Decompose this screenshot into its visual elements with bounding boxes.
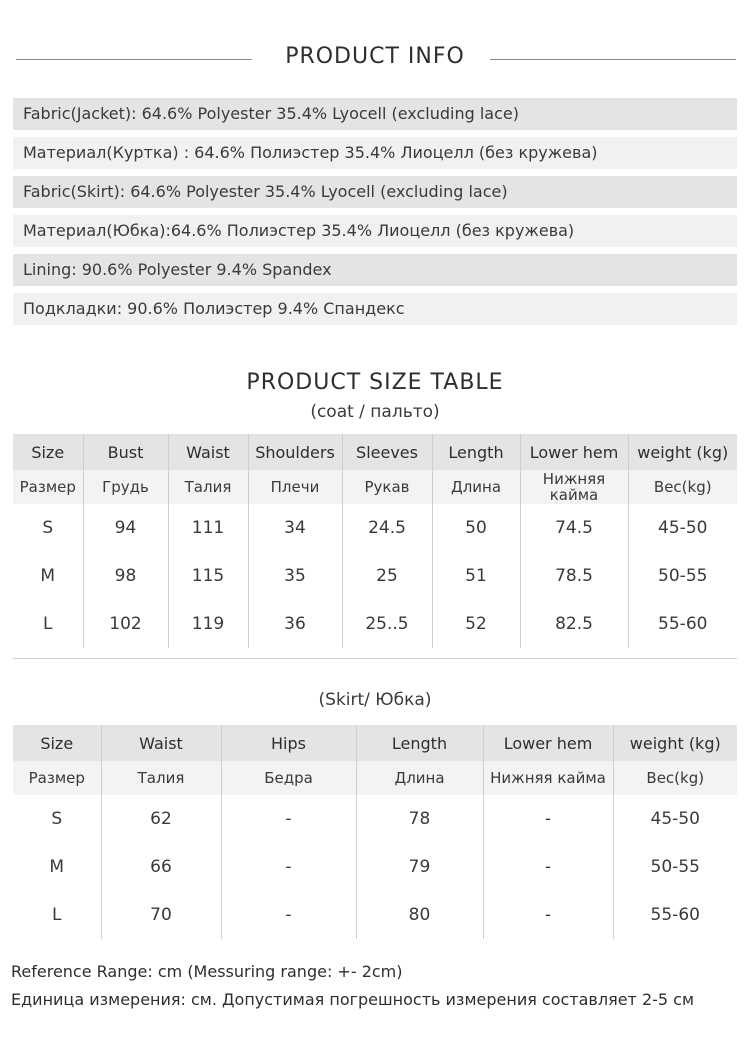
coat-header-row xyxy=(13,434,737,470)
table-row xyxy=(13,504,737,552)
table-row xyxy=(13,600,737,648)
header-cell: weight (kg) xyxy=(628,434,737,470)
header-cell: weight (kg) xyxy=(613,725,737,761)
cell: 70 xyxy=(101,891,221,939)
fabric-skirt-row: Fabric(Skirt): 64.6% Polyester 35.4% Lyocell (excluding lace) xyxy=(13,176,737,208)
header-cell: Waist xyxy=(168,434,248,470)
header-ru-cell: Рукав xyxy=(342,470,432,504)
cell: - xyxy=(221,795,356,843)
cell: M xyxy=(13,552,83,600)
cell: - xyxy=(221,843,356,891)
cell: S xyxy=(13,504,83,552)
reference-range-note-ru: Единица измерения: см. Допустимая погрешность измерения составляет 2-5 см xyxy=(11,990,695,1009)
header-cell: Length xyxy=(432,434,520,470)
header-ru-cell: Талия xyxy=(101,761,221,795)
header-ru-cell: Вес(kg) xyxy=(628,470,737,504)
header-cell: Size xyxy=(13,725,101,761)
cell: 79 xyxy=(356,843,483,891)
fabric-list xyxy=(13,98,737,332)
cell: 35 xyxy=(248,552,342,600)
header-ru-cell: Вес(kg) xyxy=(613,761,737,795)
skirt-subtitle: (Skirt/ Юбка) xyxy=(318,690,432,710)
cell: 94 xyxy=(83,504,168,552)
cell: 50-55 xyxy=(628,552,737,600)
product-info-header xyxy=(0,40,750,80)
cell: - xyxy=(483,843,613,891)
cell: - xyxy=(483,795,613,843)
header-cell: Lower hem xyxy=(520,434,628,470)
table-row xyxy=(13,891,737,939)
skirt-header-ru-row xyxy=(13,761,737,795)
lining-row: Lining: 90.6% Polyester 9.4% Spandex xyxy=(13,254,737,286)
header-ru-cell: Длина xyxy=(432,470,520,504)
coat-subtitle: (coat / пальто) xyxy=(310,402,440,422)
header-cell: Size xyxy=(13,434,83,470)
cell: 36 xyxy=(248,600,342,648)
header-ru-cell: Размер xyxy=(13,470,83,504)
cell: 78.5 xyxy=(520,552,628,600)
cell: 25 xyxy=(342,552,432,600)
cell: 55-60 xyxy=(628,600,737,648)
cell: 62 xyxy=(101,795,221,843)
cell: 98 xyxy=(83,552,168,600)
fabric-skirt-ru-row: Материал(Юбка):64.6% Полиэстер 35.4% Лиоцелл (без кружева) xyxy=(13,215,737,247)
cell: 78 xyxy=(356,795,483,843)
cell: 45-50 xyxy=(613,795,737,843)
cell: L xyxy=(13,891,101,939)
product-info-title: PRODUCT INFO xyxy=(285,44,465,69)
coat-size-table xyxy=(13,434,737,648)
cell: - xyxy=(221,891,356,939)
header-ru-cell: Талия xyxy=(168,470,248,504)
header-cell: Lower hem xyxy=(483,725,613,761)
table-row xyxy=(13,795,737,843)
coat-header-ru-row xyxy=(13,470,737,504)
fabric-jacket-row: Fabric(Jacket): 64.6% Polyester 35.4% Lyocell (excluding lace) xyxy=(13,98,737,130)
header-cell: Hips xyxy=(221,725,356,761)
cell: 34 xyxy=(248,504,342,552)
header-ru-cell: Грудь xyxy=(83,470,168,504)
cell: 111 xyxy=(168,504,248,552)
cell: 24.5 xyxy=(342,504,432,552)
cell: S xyxy=(13,795,101,843)
cell: 82.5 xyxy=(520,600,628,648)
cell: 51 xyxy=(432,552,520,600)
cell: 50-55 xyxy=(613,843,737,891)
cell: 25..5 xyxy=(342,600,432,648)
cell: 119 xyxy=(168,600,248,648)
fabric-jacket-ru-row: Материал(Куртка) : 64.6% Полиэстер 35.4% Лиоцелл (без кружева) xyxy=(13,137,737,169)
cell: M xyxy=(13,843,101,891)
header-divider-right xyxy=(490,59,736,60)
header-cell: Bust xyxy=(83,434,168,470)
header-cell: Waist xyxy=(101,725,221,761)
header-ru-cell: Нижняя кайма xyxy=(520,470,628,504)
header-ru-cell: Плечи xyxy=(248,470,342,504)
header-ru-cell: Бедра xyxy=(221,761,356,795)
skirt-size-table xyxy=(13,725,737,939)
header-ru-cell: Нижняя кайма xyxy=(483,761,613,795)
cell: 80 xyxy=(356,891,483,939)
cell: 66 xyxy=(101,843,221,891)
header-cell: Shoulders xyxy=(248,434,342,470)
lining-ru-row: Подкладки: 90.6% Полиэстер 9.4% Спандекс xyxy=(13,293,737,325)
header-ru-cell: Размер xyxy=(13,761,101,795)
cell: 55-60 xyxy=(613,891,737,939)
table-row xyxy=(13,552,737,600)
skirt-header-row xyxy=(13,725,737,761)
cell: 52 xyxy=(432,600,520,648)
cell: 74.5 xyxy=(520,504,628,552)
cell: 102 xyxy=(83,600,168,648)
header-cell: Length xyxy=(356,725,483,761)
cell: - xyxy=(483,891,613,939)
table-row xyxy=(13,843,737,891)
cell: 50 xyxy=(432,504,520,552)
header-cell: Sleeves xyxy=(342,434,432,470)
size-table-title: PRODUCT SIZE TABLE xyxy=(246,370,504,395)
cell: L xyxy=(13,600,83,648)
header-ru-cell: Длина xyxy=(356,761,483,795)
reference-range-note: Reference Range: cm (Messuring range: +- 2cm) xyxy=(11,962,403,981)
cell: 115 xyxy=(168,552,248,600)
cell: 45-50 xyxy=(628,504,737,552)
